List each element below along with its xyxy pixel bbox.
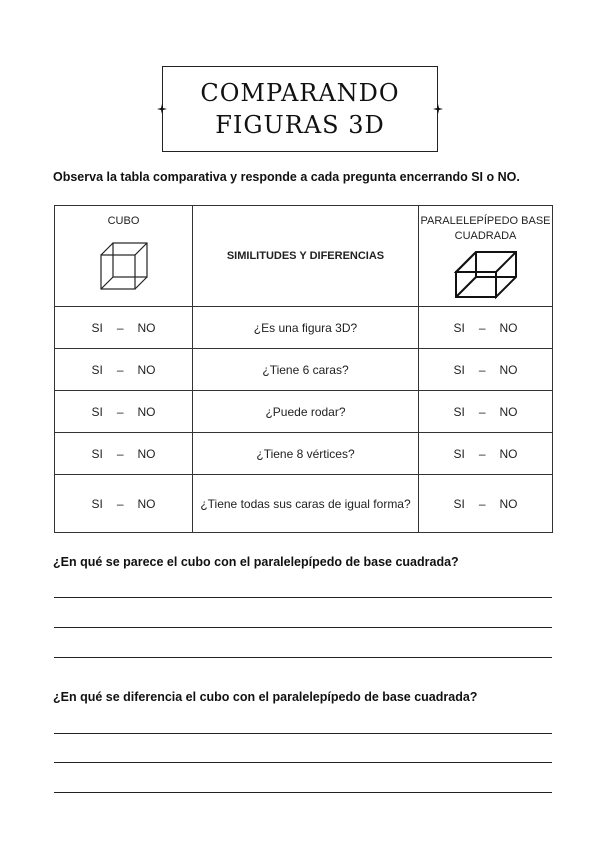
cube-answer-cell[interactable] (55, 391, 193, 433)
question-2: ¿En qué se diferencia el cubo con el paralelepípedo de base cuadrada? (53, 690, 478, 704)
si-option[interactable]: SI (453, 320, 465, 335)
no-option[interactable]: NO (499, 496, 518, 511)
header-prism-cell (419, 206, 553, 307)
si-option[interactable]: SI (453, 496, 465, 511)
cube-answer-cell[interactable] (55, 349, 193, 391)
separator-dash: – (116, 320, 124, 335)
separator-dash: – (478, 446, 486, 461)
answer-line[interactable] (54, 627, 552, 628)
square-prism-icon (454, 250, 518, 300)
prism-answer-cell[interactable] (419, 433, 553, 475)
si-option[interactable]: SI (91, 320, 103, 335)
si-option[interactable]: SI (453, 404, 465, 419)
table-row (55, 349, 553, 391)
cube-answer-cell[interactable] (55, 307, 193, 349)
no-option[interactable]: NO (499, 362, 518, 377)
table-row (55, 307, 553, 349)
separator-dash: – (478, 404, 486, 419)
table-row (55, 391, 553, 433)
answer-line[interactable] (54, 733, 552, 734)
cube-answer-cell[interactable] (55, 475, 193, 533)
table-row (55, 475, 553, 533)
separator-dash: – (116, 404, 124, 419)
title-box (162, 66, 438, 152)
answer-line[interactable] (54, 762, 552, 763)
prism-answer-cell[interactable] (419, 307, 553, 349)
no-option[interactable]: NO (137, 496, 156, 511)
question-cell: ¿Es una figura 3D? (193, 307, 419, 349)
answer-line[interactable] (54, 792, 552, 793)
si-option[interactable]: SI (91, 362, 103, 377)
separator-dash: – (116, 362, 124, 377)
answer-line[interactable] (54, 597, 552, 598)
prism-answer-cell[interactable] (419, 391, 553, 433)
header-prism-label-line-2: CUADRADA (454, 230, 517, 242)
question-1: ¿En qué se parece el cubo con el paralelepípedo de base cuadrada? (53, 555, 459, 569)
table-row (55, 433, 553, 475)
header-prism-label-line-1: PARALELEPÍPEDO BASE (420, 215, 551, 227)
cube-wireframe-icon (98, 240, 150, 292)
header-prism-label (419, 214, 552, 244)
separator-dash: – (116, 496, 124, 511)
question-cell: ¿Tiene 8 vértices? (193, 433, 419, 475)
sparkle-icon (433, 104, 443, 114)
no-option[interactable]: NO (499, 404, 518, 419)
title-line-1: COMPARANDO (200, 79, 400, 107)
title-line-2: FIGURAS 3D (215, 111, 385, 139)
instructions: Observa la tabla comparativa y responde a cada pregunta encerrando SI o NO. (53, 170, 520, 184)
question-cell: ¿Tiene todas sus caras de igual forma? (193, 475, 419, 533)
prism-answer-cell[interactable] (419, 475, 553, 533)
si-option[interactable]: SI (91, 404, 103, 419)
header-middle-label: SIMILITUDES Y DIFERENCIAS (226, 250, 385, 262)
separator-dash: – (478, 320, 486, 335)
comparison-table (54, 205, 553, 533)
header-cube-label: CUBO (107, 215, 140, 227)
no-option[interactable]: NO (499, 320, 518, 335)
no-option[interactable]: NO (137, 404, 156, 419)
prism-answer-cell[interactable] (419, 349, 553, 391)
question-cell: ¿Puede rodar? (193, 391, 419, 433)
table-header-row (55, 206, 553, 307)
sparkle-icon (157, 104, 167, 114)
header-cube-cell (55, 206, 193, 307)
cube-answer-cell[interactable] (55, 433, 193, 475)
si-option[interactable]: SI (453, 362, 465, 377)
question-cell: ¿Tiene 6 caras? (193, 349, 419, 391)
separator-dash: – (116, 446, 124, 461)
no-option[interactable]: NO (137, 446, 156, 461)
separator-dash: – (478, 362, 486, 377)
si-option[interactable]: SI (453, 446, 465, 461)
no-option[interactable]: NO (137, 362, 156, 377)
header-middle-cell (193, 206, 419, 307)
separator-dash: – (478, 496, 486, 511)
si-option[interactable]: SI (91, 496, 103, 511)
no-option[interactable]: NO (137, 320, 156, 335)
answer-line[interactable] (54, 657, 552, 658)
si-option[interactable]: SI (91, 446, 103, 461)
no-option[interactable]: NO (499, 446, 518, 461)
